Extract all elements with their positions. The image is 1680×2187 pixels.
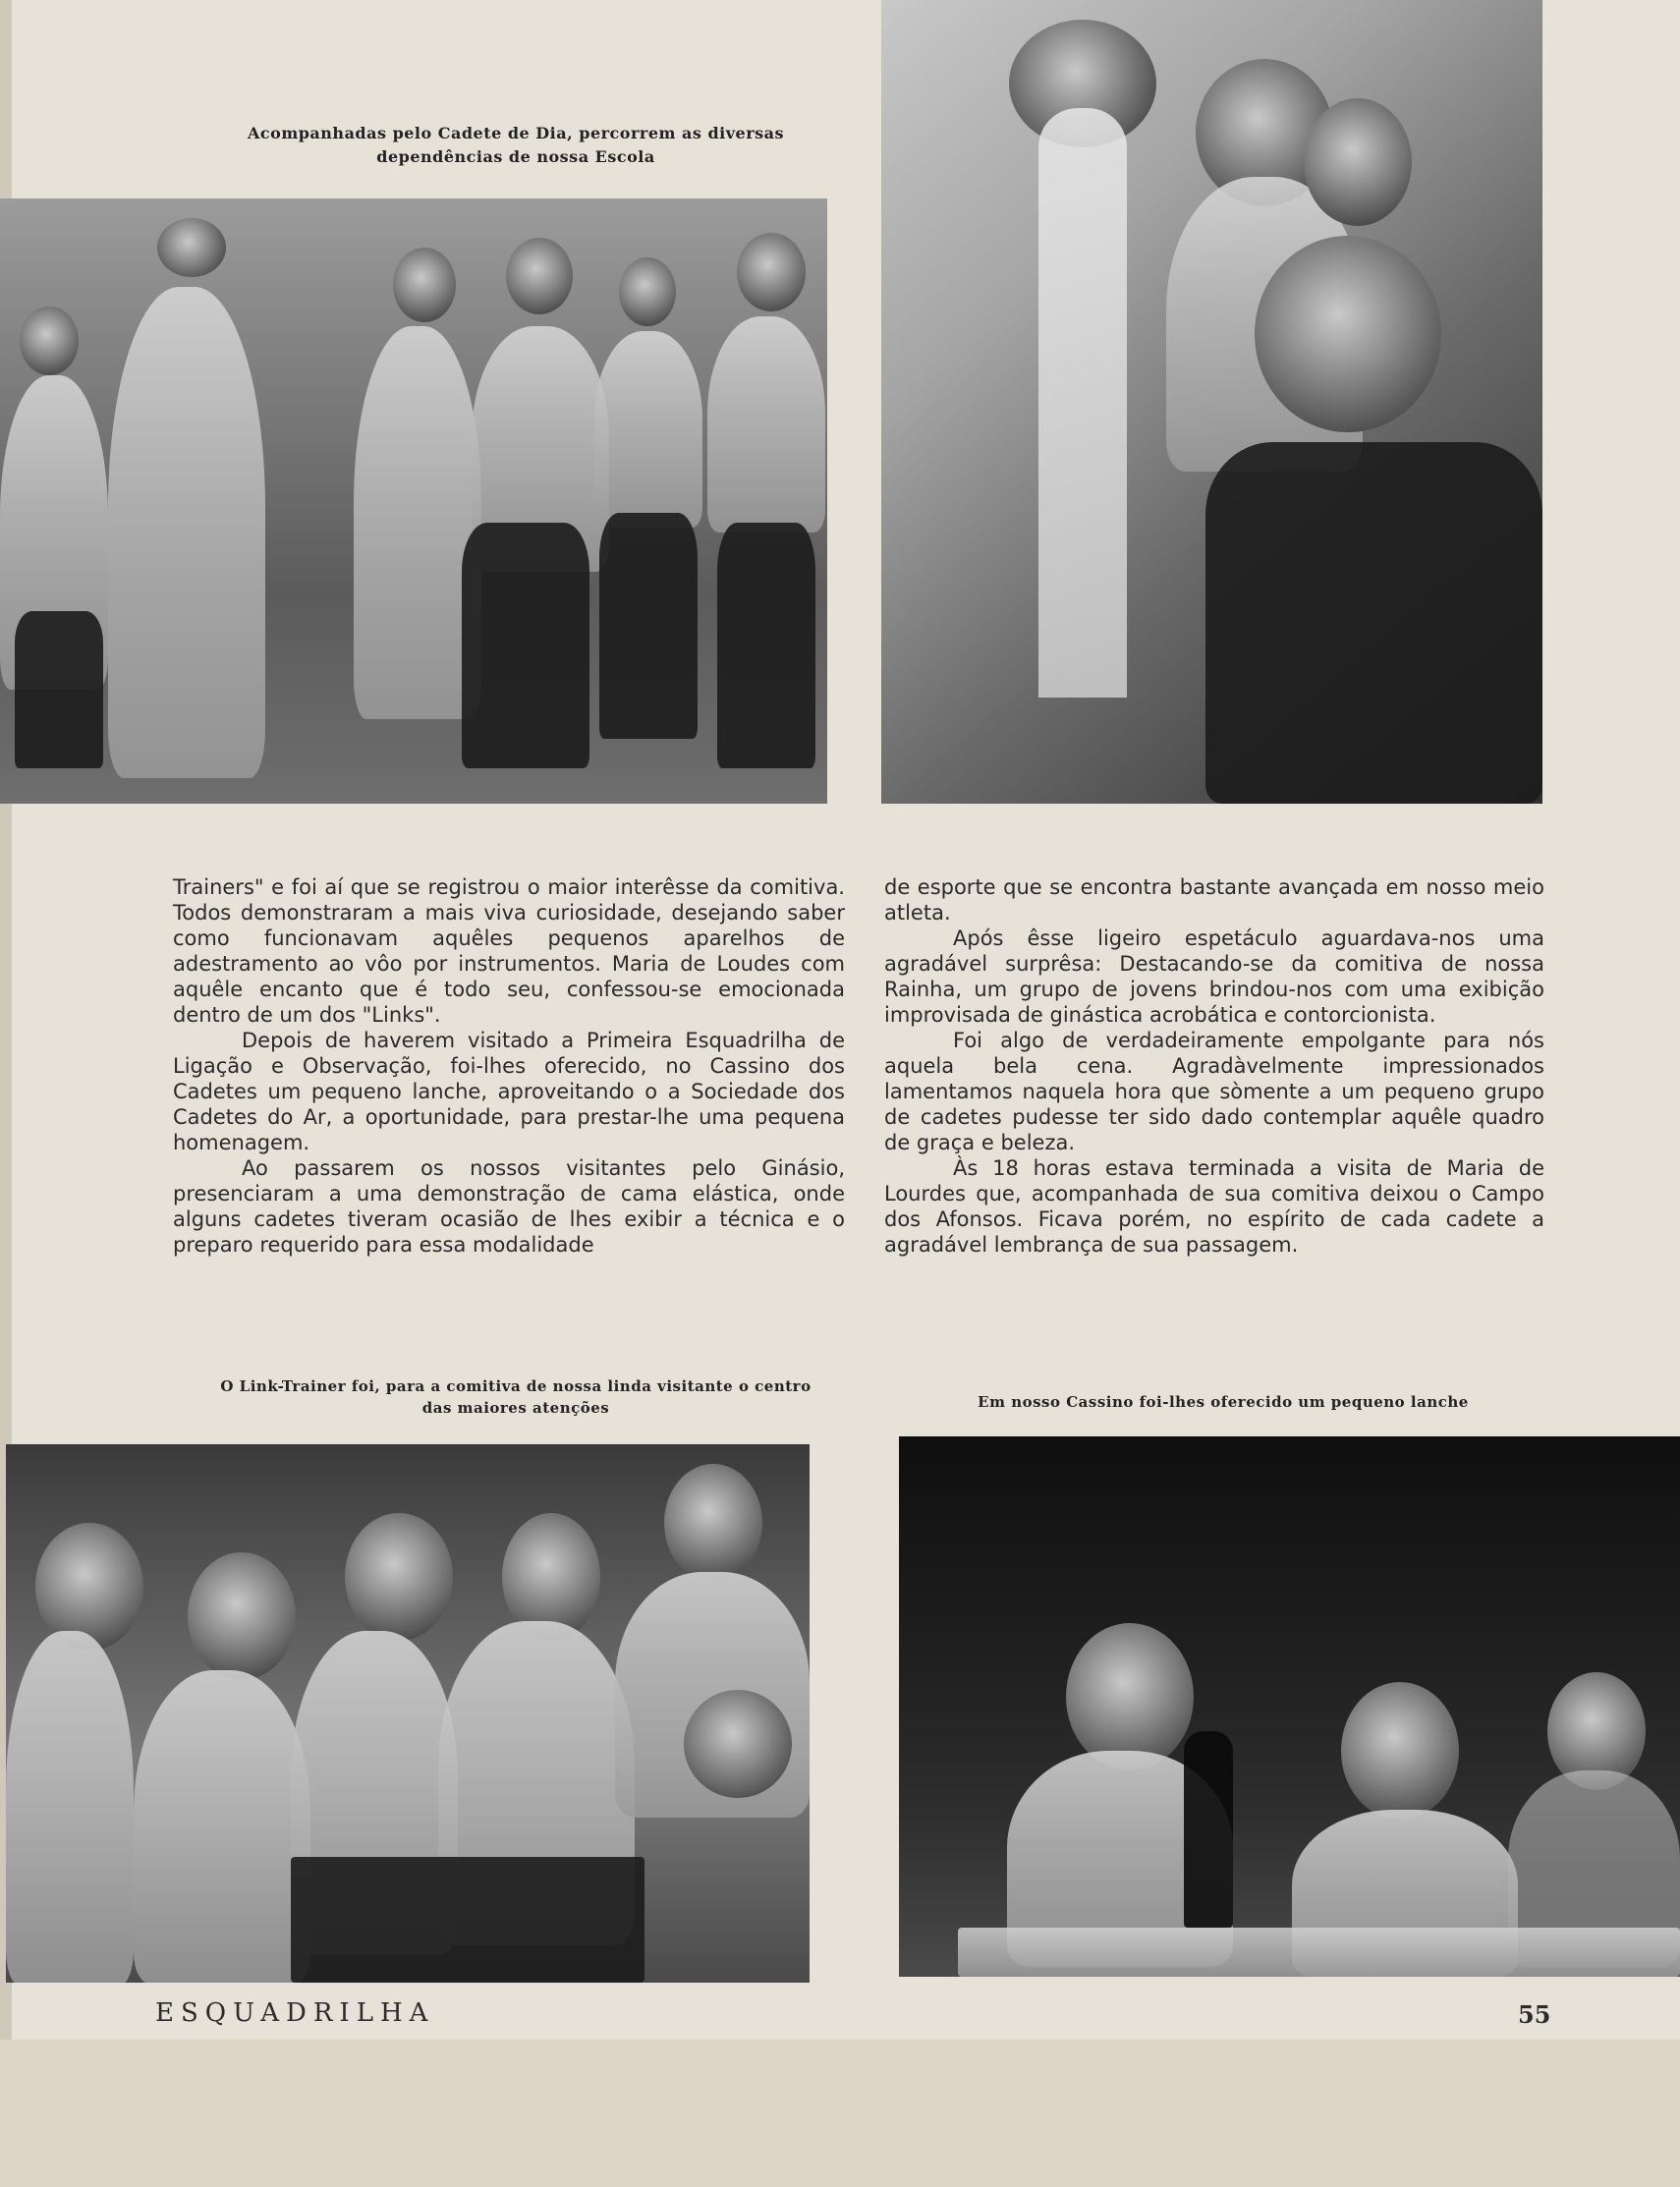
article-paragraph: Às 18 horas estava terminada a visita de Maria de Lourdes que, acompanhada de sua comitiva deixou o Campo dos Afonsos. Ficava porém, no espírito de cada cadete a agradável lembrança de sua passagem.	[884, 1156, 1544, 1257]
caption-bottom-right: Em nosso Cassino foi-lhes oferecido um pequeno lanche	[978, 1393, 1469, 1411]
magazine-title: ESQUADRILHA	[155, 1998, 435, 2028]
article-paragraph: Trainers" e foi aí que se registrou o maior interêsse da comitiva. Todos demonstraram a mais viva curiosidade, desejando saber como funcionavam aquêles pequenos aparelhos de adestramento ao vôo por instrumentos. Maria de Loudes com aquêle encanto que é todo seu, confessou-se emocionada dentro de um dos "Links".	[173, 875, 845, 1027]
article-paragraph: Após êsse ligeiro espetáculo aguardava-nos uma agradável surprêsa: Destacando-se da comitiva de nossa Rainha, um grupo de jovens brindou-nos com uma exibição improvisada de ginástica acrobática e contorcionista.	[884, 926, 1544, 1027]
photo-link-trainer	[6, 1444, 810, 1983]
photo-aircraft-canopy	[881, 0, 1542, 804]
article-paragraph: Ao passarem os nossos visitantes pelo Ginásio, presenciaram a uma demonstração de cama elástica, onde alguns cadetes tiveram ocasião de lhes exibir a técnica e o preparo requerido para essa modalidade	[173, 1156, 845, 1257]
caption-top-left: Acompanhadas pelo Cadete de Dia, percorrem as diversas dependências de nossa Escola	[247, 124, 785, 166]
article-paragraph: Depois de haverem visitado a Primeira Esquadrilha de Ligação e Observação, foi-lhes oferecido, no Cassino dos Cadetes um pequeno lanche, aproveitando o a Sociedade dos Cadetes do Ar, a oportunidade, para prestar-lhe uma pequena homenagem.	[173, 1029, 845, 1154]
article-paragraph: de esporte que se encontra bastante avançada em nosso meio atleta.	[884, 875, 1544, 925]
photo-cassino-snack	[899, 1436, 1680, 1977]
article-left-column	[173, 874, 845, 1258]
article-right-column	[884, 874, 1544, 1258]
caption-bottom-left: O Link-Trainer foi, para a comitiva de nossa linda visitante o centro das maiores atenções	[220, 1377, 812, 1417]
page-number: 55	[1518, 2000, 1551, 2029]
photo-cadet-escort	[0, 198, 827, 804]
page-bottom-margin	[0, 2040, 1680, 2187]
article-paragraph: Foi algo de verdadeiramente empolgante para nós aquela bela cena. Agradàvelmente impressionados lamentamos naquela hora que sòmente a um pequeno grupo de cadetes pudesse ter sido dado contemplar aquêle quadro de graça e beleza.	[884, 1029, 1544, 1154]
